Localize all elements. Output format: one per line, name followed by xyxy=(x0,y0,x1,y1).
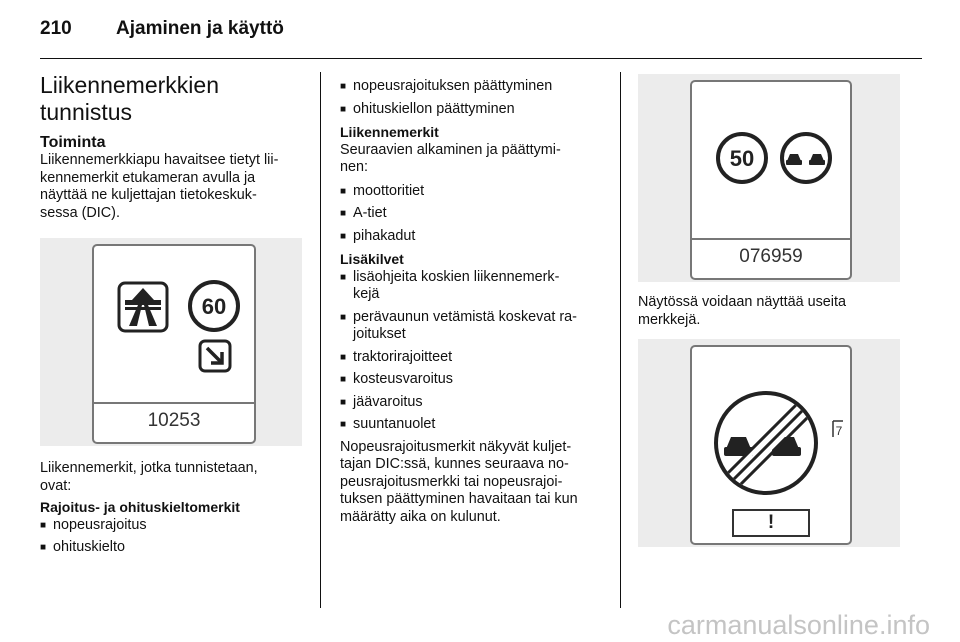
additional-signs-list xyxy=(340,269,610,434)
speed-limit-value: 60 xyxy=(201,294,227,319)
list-item-line: joitukset xyxy=(353,326,406,342)
arrow-down-right-icon xyxy=(197,338,233,374)
dic-display-panel xyxy=(92,244,256,444)
page-title: Ajaminen ja käyttö xyxy=(116,18,284,39)
side-bracket-icon xyxy=(830,417,846,441)
list-item: ■ nopeusrajoitus xyxy=(40,517,305,535)
paragraph-line: määrätty aika on kulunut. xyxy=(340,508,501,525)
speed-limit-sign-icon xyxy=(186,278,242,334)
list-item xyxy=(340,269,610,304)
list-item: ■ pihakadut xyxy=(340,228,610,246)
subheading-function: Toiminta xyxy=(40,134,106,151)
column-middle xyxy=(340,78,610,526)
page-header xyxy=(40,18,920,48)
paragraph-line: Nopeusrajoitusmerkit näkyvät kuljet- xyxy=(340,438,572,455)
intro-line: näyttää ne kuljettajan tietokeskuk- xyxy=(40,187,257,203)
figure-code: 076959 xyxy=(739,246,803,267)
dic-display-panel xyxy=(690,345,852,545)
motorway-sign-icon xyxy=(116,280,170,334)
list-item: ■ ohituskielto xyxy=(40,539,305,557)
paragraph-line: tajan DIC:ssä, kunnes seuraava no- xyxy=(340,456,569,472)
paragraph-line: peusrajoitusmerkki tai nopeusrajoi- xyxy=(340,473,563,490)
intro-line: Liikennemerkkiapu havaitsee tietyt lii- xyxy=(40,152,279,168)
list-item: ■ nopeusrajoituksen päättyminen xyxy=(340,78,610,96)
no-overtaking-sign-icon xyxy=(778,130,834,186)
section-title-line-2: tunnistus xyxy=(40,99,133,125)
column-divider xyxy=(320,72,321,608)
list-item: ■ kosteusvaroitus xyxy=(340,371,610,389)
column-right xyxy=(638,78,903,547)
restriction-list xyxy=(40,517,305,557)
figure-end-no-overtaking xyxy=(638,339,900,547)
list-item: ■ jäävaroitus xyxy=(340,394,610,412)
intro-line: sessa (DIC). xyxy=(40,204,120,221)
intro-line: kennemerkit etukameran avulla ja xyxy=(40,169,256,186)
figure-dic-signs-1 xyxy=(40,238,302,446)
figure-dic-signs-2 xyxy=(638,74,900,282)
top-list xyxy=(340,78,610,118)
code-divider xyxy=(94,402,254,404)
section-title-line-1: Liikennemerkkien xyxy=(40,72,219,98)
traffic-signs-list xyxy=(340,183,610,246)
paragraph-line: Seuraavien alkaminen ja päättymi- xyxy=(340,141,561,158)
signs-intro-line: Liikennemerkit, jotka tunnistetaan, xyxy=(40,460,258,476)
header-divider xyxy=(40,58,922,59)
intro-paragraph xyxy=(40,152,305,222)
speed-limit-sign-icon xyxy=(714,130,770,186)
dic-display-panel xyxy=(690,80,852,280)
list-item: ■ A-tiet xyxy=(340,205,610,223)
signs-intro-line: ovat: xyxy=(40,477,72,494)
traffic-signs-paragraph xyxy=(340,142,610,177)
side-number: 7 xyxy=(835,424,843,438)
code-divider xyxy=(692,238,850,240)
additional-signs-heading: Lisäkilvet xyxy=(340,251,404,267)
list-item: ■ traktorirajoitteet xyxy=(340,349,610,367)
traffic-signs-heading: Liikennemerkit xyxy=(340,124,439,140)
watermark: carmanualsonline.info xyxy=(667,610,930,640)
figure-code: 10253 xyxy=(147,410,201,431)
supplement-sign: ! xyxy=(732,509,810,537)
closing-paragraph xyxy=(340,439,610,527)
column-left xyxy=(40,72,305,562)
section-title xyxy=(40,72,305,126)
restriction-heading: Rajoitus- ja ohituskieltomerkit xyxy=(40,499,240,515)
list-item-line: lisäohjeita koskien liikennemerk- xyxy=(353,268,560,285)
paragraph-line: nen: xyxy=(340,159,369,175)
end-of-no-overtaking-sign-icon xyxy=(710,387,822,499)
column-divider xyxy=(620,72,621,608)
list-item-line: kejä xyxy=(353,286,380,302)
signs-intro-paragraph xyxy=(40,460,305,495)
list-item xyxy=(340,309,610,344)
page-number: 210 xyxy=(40,18,72,39)
list-item: ■ suuntanuolet xyxy=(340,416,610,434)
caption-line: merkkejä. xyxy=(638,311,701,328)
list-item-line: perävaunun vetämistä koskevat ra- xyxy=(353,308,577,325)
speed-limit-value: 50 xyxy=(729,146,755,171)
paragraph-line: tuksen päättyminen havaitaan tai kun xyxy=(340,491,578,507)
list-item: ■ moottoritiet xyxy=(340,183,610,201)
list-item: ■ ohituskiellon päättyminen xyxy=(340,101,610,119)
caption-line: Näytössä voidaan näyttää useita xyxy=(638,294,846,310)
caption-paragraph xyxy=(638,294,903,329)
